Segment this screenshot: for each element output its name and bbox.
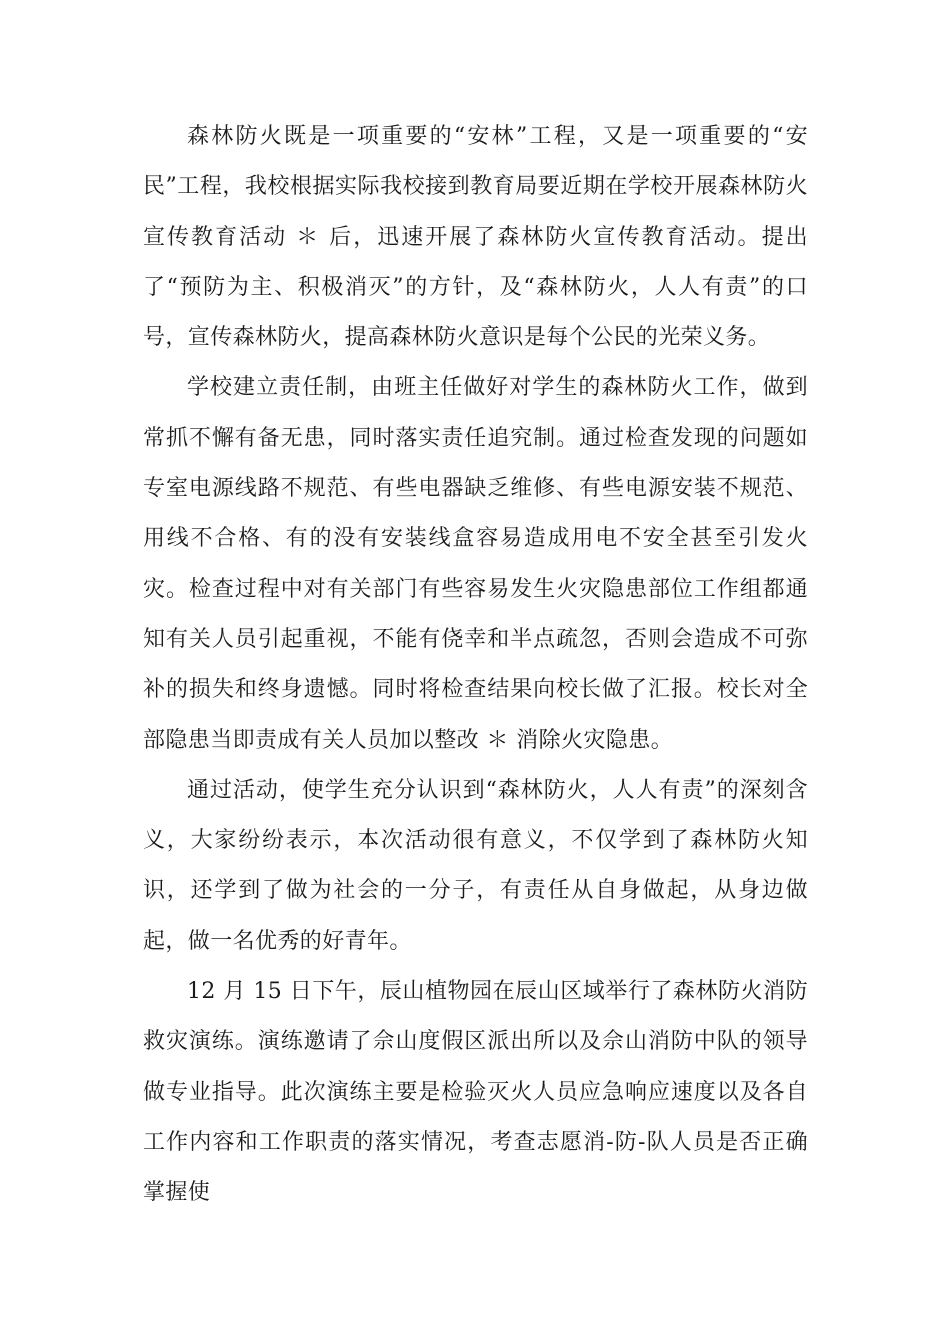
- paragraph-responsibility-system: 学校建立责任制，由班主任做好对学生的森林防火工作，做到常抓不懈有备无患，同时落实责任追究制。通过检查发现的问题如专室电源线路不规范、有些电器缺乏维修、有些电源安装不规范、用线不合格、有的没有安装线盒容易造成用电不安全甚至引发火灾。检查过程中对有关部门有些容易发生火灾隐患部位工作组都通知有关人员引起重视，不能有侥幸和半点疏忽，否则会造成不可弥补的损失和终身遗憾。同时将检查结果向校长做了汇报。校长对全部隐患当即责成有关人员加以整改 ＊ 消除火灾隐患。: [143, 375, 808, 753]
- paragraph-activity-outcome: 通过活动，使学生充分认识到“森林防火，人人有责”的深刻含义，大家纷纷表示，本次活动很有意义，不仅学到了森林防火知识，还学到了做为社会的一分子，有责任从自身做起，从身边做起，做一名优秀的好青年。: [143, 777, 808, 954]
- paragraph-forest-fire-publicity: 森林防火既是一项重要的“安林”工程，又是一项重要的“安民”工程，我校根据实际我校接到教育局要近期在学校开展森林防火宣传教育活动 ＊ 后，迅速开展了森林防火宣传教育活动。提出了“预防为主、积极消灭”的方针，及“森林防火，人人有责”的口号，宣传森林防火，提高森林防火意识是每个公民的光荣义务。: [143, 124, 808, 351]
- document-body: [143, 112, 808, 1219]
- paragraph-fire-drill: 12 月 15 日下午，辰山植物园在辰山区域举行了森林防火消防救灾演练。演练邀请了佘山度假区派出所以及佘山消防中队的领导做专业指导。此次演练主要是检验灭火人员应急响应速度以及各自工作内容和工作职责的落实情况，考查志愿消-防-队人员是否正确掌握使: [143, 979, 808, 1206]
